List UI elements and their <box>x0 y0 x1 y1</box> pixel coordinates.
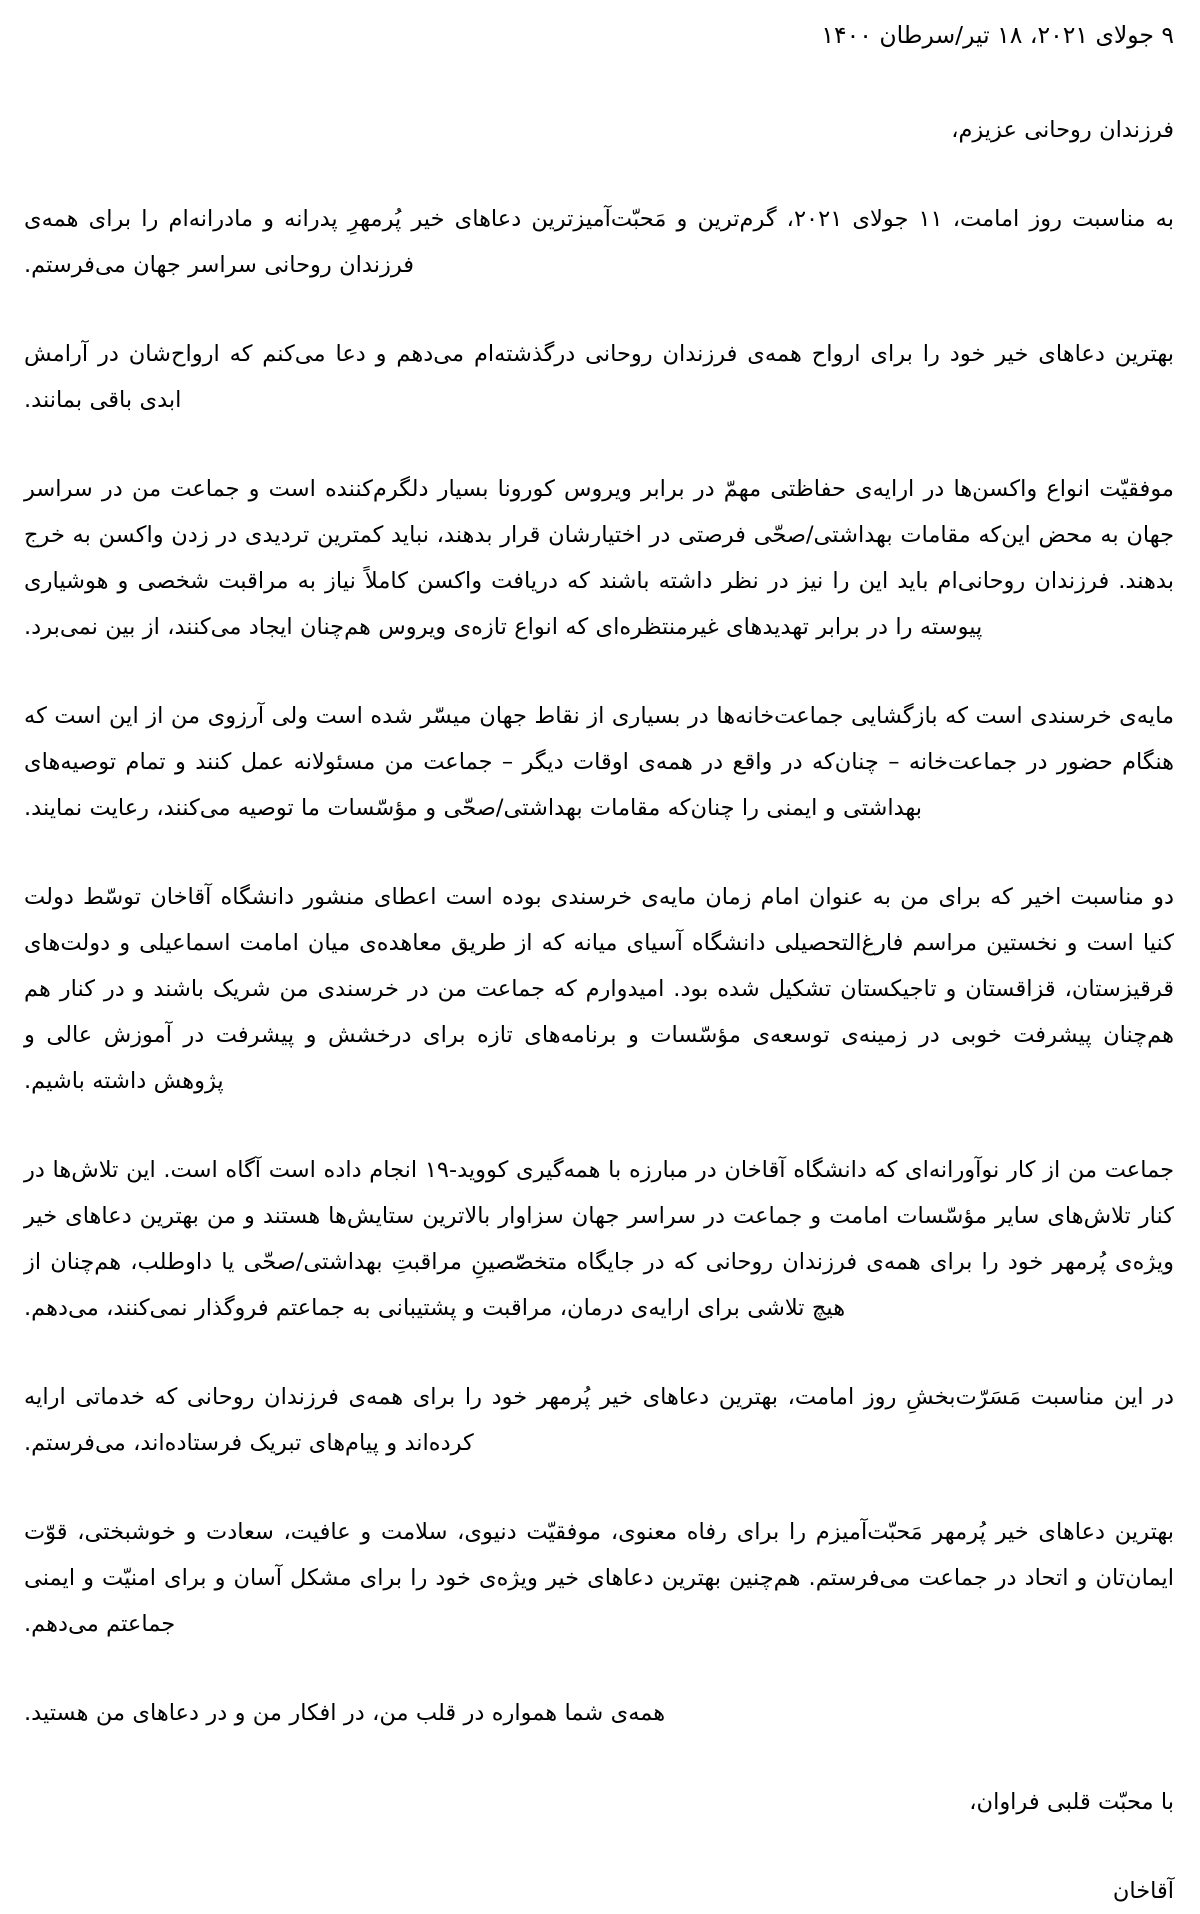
letter-body <box>24 107 1174 1914</box>
paragraph-8: بهترین دعاهای خیر پُرمهر مَحبّت‌آمیزم را برای رفاه معنوی، موفقیّت دنیوی، سلامت و عافیت، سعادت و خوشبختی، قوّت ایمان‌تان و اتحاد در جماعت می‌فرستم. هم‌چنین بهترین دعاهای خیر ویژه‌ی خود را برای مشکل آسان و برای امنیّت و ایمنی جماعتم می‌دهم. <box>24 1519 1174 1638</box>
paragraph-6: جماعت من از کار نوآورانه‌ای که دانشگاه آقاخان در مبارزه با همه‌گیری کووید-۱۹ انجام داده است آگاه است. این تلاش‌ها در کنار تلاش‌های سایر مؤسّسات امامت و جماعت در سراسر جهان سزاوار بالاترین ستایش‌ها هستند و من بهترین دعاهای خیر ویژه‌ی پُرمهر خود را برای همه‌ی فرزندان روحانی که در جایگاه متخصّصینِ مراقبتِ بهداشتی/صحّی یا داوطلب، هم‌چنان از هیچ تلاشی برای ارایه‌ی درمان، مراقبت و پشتیبانی به جماعتم فروگذار نمی‌کنند، می‌دهم. <box>24 1157 1174 1322</box>
salutation: فرزندان روحانی عزیزم، <box>951 117 1174 144</box>
date-line: ۹ جولای ۲۰۲۱، ۱۸ تیر/سرطان ۱۴۰۰ <box>821 21 1174 49</box>
valediction: با محبّت قلبی فراوان، <box>969 1789 1174 1816</box>
paragraph-5: دو مناسبت اخیر که برای من به عنوان امام زمان مایه‌ی خرسندی بوده است اعطای منشور دانشگاه آقاخان توسّط دولت کنیا است و نخستین مراسم فارغ‌التحصیلی دانشگاه آسیای میانه که از طریق معاهده‌ی میان امامت اسماعیلی و دولت‌های قرقیزستان، قزاقستان و تاجیکستان تشکیل شده بود. امیدوارم که جماعت من در خرسندی من شریک باشند و در کنار هم هم‌چنان پیشرفت خوبی در زمینه‌ی توسعه‌ی مؤسّسات و برنامه‌های تازه برای درخشش و پیشرفت در آموزش عالی و پژوهش داشته باشیم. <box>24 884 1174 1095</box>
paragraph-4: مایه‌ی خرسندی است که بازگشایی جماعت‌خانه‌ها در بسیاری از نقاط جهان میسّر شده است ولی آرزوی من از این است که هنگام حضور در جماعت‌خانه – چنان‌که در واقع در همه‌ی اوقات دیگر – جماعت من مسئولانه عمل کنند و تمام توصیه‌های بهداشتی و ایمنی را چنان‌که مقامات بهداشتی/صحّی و مؤسّسات ما توصیه می‌کنند، رعایت نمایند. <box>24 703 1174 822</box>
paragraph-3: موفقیّت انواع واکسن‌ها در ارایه‌ی حفاظتی مهمّ در برابر ویروس کورونا بسیار دلگرم‌کننده است و جماعت من در سراسر جهان به محض این‌که مقامات بهداشتی/صحّی فرصتی در اختیارشان قرار بدهند، نباید کمترین تردیدی در زدن واکسن به خرج بدهند. فرزندان روحانی‌ام باید این را نیز در نظر داشته باشند که دریافت واکسن کاملاً نیاز به مراقبت شخصی و هوشیاری پیوسته را در برابر تهدیدهای غیرمنتظره‌ای که انواع تازه‌ی ویروس هم‌چنان ایجاد می‌کنند، از بین نمی‌برد. <box>24 476 1174 641</box>
paragraph-1: به مناسبت روز امامت، ۱۱ جولای ۲۰۲۱، گرم‌ترین و مَحبّت‌آمیزترین دعاهای خیر پُرمهرِ پدرانه و مادرانه‌ام را برای همه‌ی فرزندان روحانی سراسر جهان می‌فرستم. <box>24 206 1174 279</box>
closing-line: همه‌ی شما همواره در قلب من، در افکار من و در دعاهای من هستید. <box>24 1700 666 1727</box>
paragraph-7: در این مناسبت مَسَرّت‌بخشِ روز امامت، بهترین دعاهای خیر پُرمهر خود را برای همه‌ی فرزندان روحانی که خدماتی ارایه کرده‌اند و پیام‌های تبریک فرستاده‌اند، می‌فرستم. <box>24 1384 1174 1457</box>
paragraph-2: بهترین دعاهای خیر خود را برای ارواح همه‌ی فرزندان روحانی درگذشته‌ام می‌دهم و دعا می‌کنم که ارواح‌شان در آرامش ابدی باقی بمانند. <box>24 341 1174 414</box>
signature: آقاخان <box>1112 1878 1174 1905</box>
